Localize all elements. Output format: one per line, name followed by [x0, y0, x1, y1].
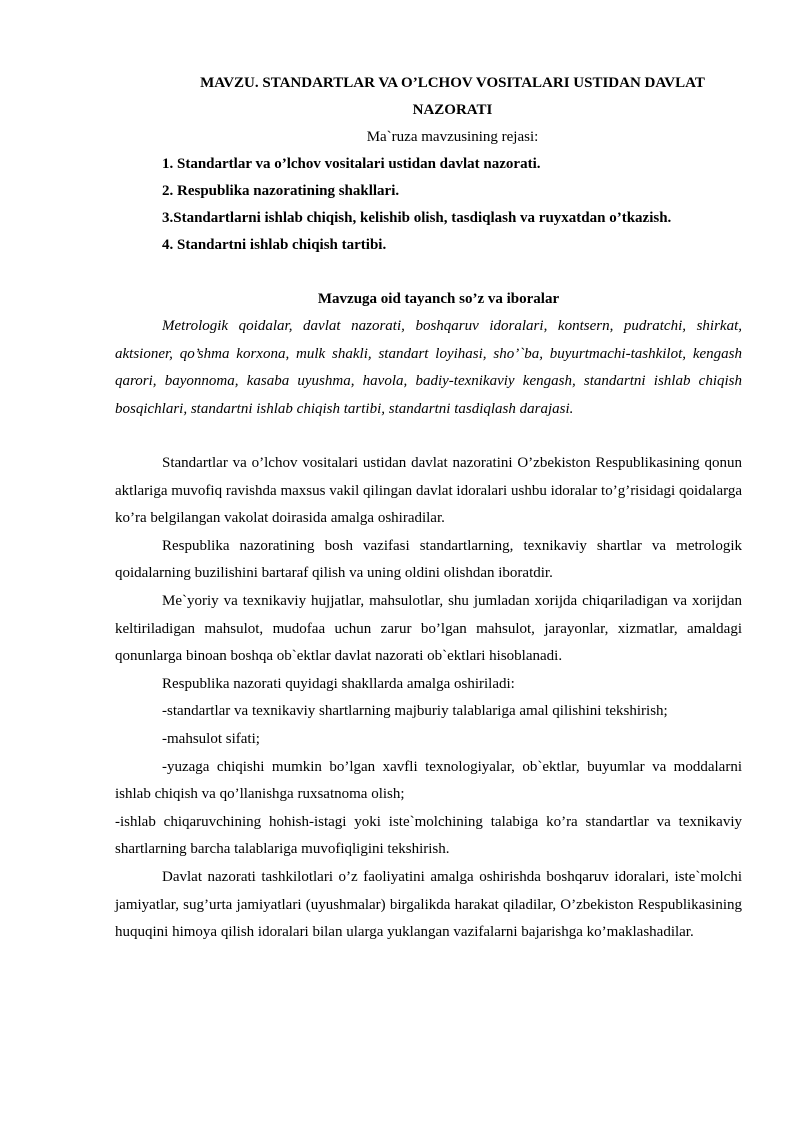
body-paragraph: Respublika nazoratining bosh vazifasi standartlarning, texnikaviy shartlar va metrologik qoidalarning buzilishini bartaraf qilish va uning oldini olishdan iboratdir. [115, 537, 742, 582]
body-paragraph: -mahsulot sifati; [162, 730, 260, 747]
body-paragraph: -standartlar va texnikaviy shartlarning majburiy talablariga amal qilishini tekshirish; [162, 703, 668, 720]
plan-item: 3.Standartlarni ishlab chiqish, kelishib olish, tasdiqlash va ruyxatdan o’tkazish. [162, 210, 672, 226]
plan-item: 4. Standartni ishlab chiqish tartibi. [162, 237, 387, 253]
body-paragraph: -yuzaga chiqishi mumkin bo’lgan xavfli texnologiyalar, ob`ektlar, buyumlar va moddalarni ishlab chiqish va qo’llanishga ruxsatnoma olish; [115, 758, 742, 803]
body-paragraph: Davlat nazorati tashkilotlari o’z faoliyatini amalga oshirishda boshqaruv idoralari, iste`molchi jamiyatlar, sug’urta jamiyatlari (uyushmalar) birgalikda harakat qiladilar, O’zbekiston Respublikasining huquqini himoya qilish idoralari bilan ularga yuklangan vazifalarni bajarishga ko’maklashadilar. [115, 868, 742, 941]
plan-item: 2. Respublika nazoratining shakllari. [162, 183, 400, 199]
body-paragraph: -ishlab chiqaruvchining hohish-istagi yoki iste`molchining talabiga ko’ra standartlar va texnikaviy shartlarning barcha talablariga muvofiqligini tekshirish. [115, 813, 742, 858]
keywords-heading: Mavzuga oid tayanch so’z va iboralar [317, 291, 560, 307]
body-paragraph: Me`yoriy va texnikaviy hujjatlar, mahsulotlar, shu jumladan xorijda chiqariladigan va xorijdan keltiriladigan mahsulot, mudofaa uchun zarur bo’lgan mahsulot, jarayonlar, xizmatlar, amaldagi qonunlarga binoan boshqa ob`ektlar davlat nazorati ob`ektlari hisoblanadi. [115, 592, 742, 665]
body-paragraph: Respublika nazorati quyidagi shakllarda amalga oshiriladi: [162, 675, 515, 692]
plan-heading: Ma`ruza mavzusining rejasi: [366, 129, 539, 145]
plan-item: 1. Standartlar va o’lchov vositalari ustidan davlat nazorati. [162, 156, 541, 172]
keywords-paragraph: Metrologik qoidalar, davlat nazorati, boshqaruv idoralari, kontsern, pudratchi, shirkat, aktsioner, qo’shma korxona, mulk shakli, standart loyihasi, sho’`ba, buyurtmachi-tashkilot, kengash qarori, bayonnoma, kasaba uyushma, havola, badiy-texnikaviy kengash, standartni ishlab chiqish bosqichlari, standartni ishlab chiqish tartibi, standartni tasdiqlash darajasi. [115, 318, 742, 417]
page-title: MAVZU. STANDARTLAR VA O’LCHOV VOSITALARI USTIDAN DAVLAT NAZORATI [200, 75, 705, 118]
paragraph-spacer [115, 423, 742, 450]
body-paragraph: Standartlar va o’lchov vositalari ustidan davlat nazoratini O’zbekiston Respublikasining qonun aktlariga muvofiq ravishda maxsus vakil qilingan davlat idoralari ushbu idoralar to’g’risidagi qoidalarga ko’ra belgilangan vakolat doirasida amalga oshiradilar. [115, 455, 742, 527]
plan-list [115, 151, 742, 259]
document-body [115, 70, 742, 947]
